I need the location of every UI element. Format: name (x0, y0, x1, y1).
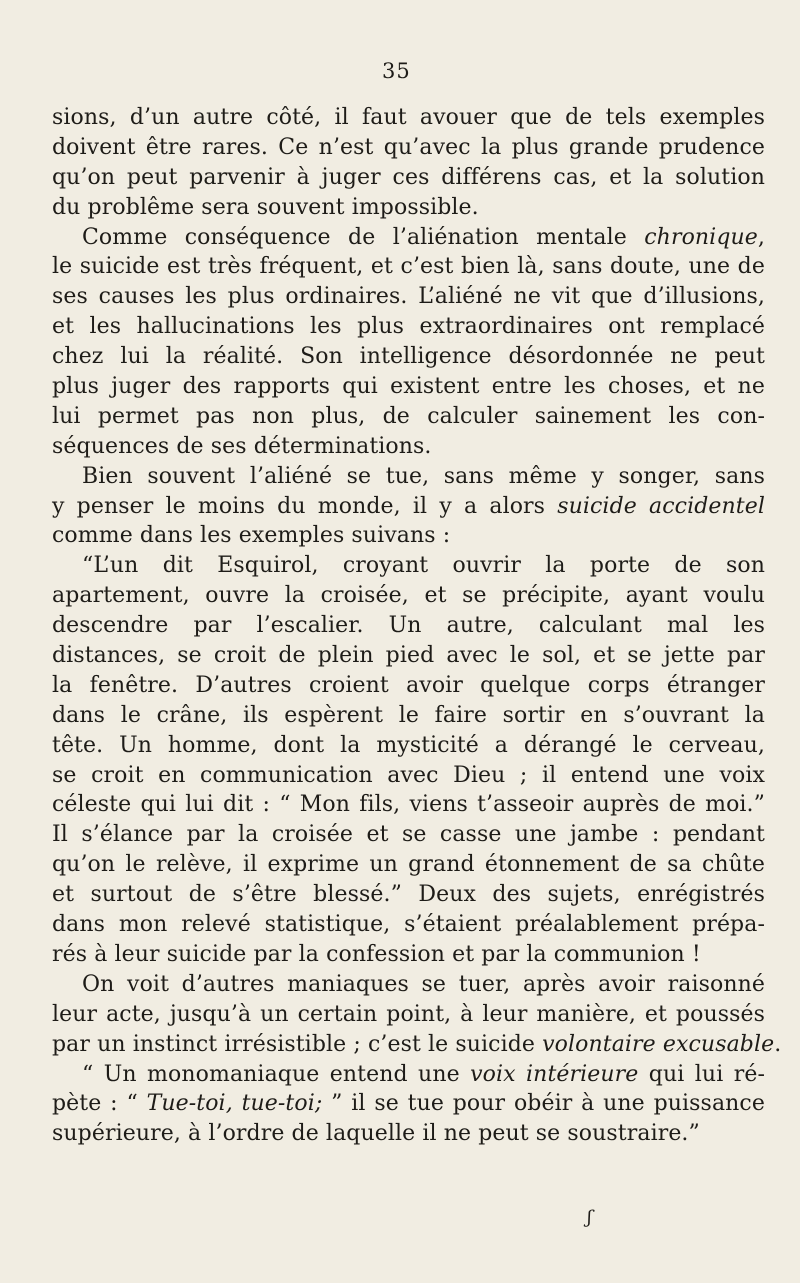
text-line: chez lui la réalité. Son intelligence désordonnée ne peut (52, 344, 765, 370)
paragraph (52, 970, 782, 1060)
text-line: rés à leur suicide par la confession et par la communion ! (52, 941, 701, 967)
text-line (52, 1030, 782, 1060)
text-line: descendre par l’escalier. Un autre, calculant mal les (52, 613, 765, 639)
text-line: le suicide est très fréquent, et c’est bien là, sans doute, une de (52, 254, 765, 280)
text-segment: y penser le moins du monde, il y a alors (52, 493, 558, 519)
text-segment: qui lui ré- (638, 1061, 765, 1087)
text-segment: Comme conséquence de l’aliénation mentale (82, 224, 645, 250)
text-line: ses causes les plus ordinaires. L’aliéné ne vit que d’illusions, (52, 284, 765, 310)
text-segment: par un instinct irrésistible ; c’est le suicide (52, 1031, 543, 1057)
text-line: qu’on peut parvenir à juger ces différens cas, et la solution (52, 164, 765, 190)
text-segment: pète : “ (52, 1091, 147, 1117)
text-line: doivent être rares. Ce n’est qu’avec la plus grande prudence (52, 134, 765, 160)
italic-term: Tue-toi, tue-toi; (146, 1091, 323, 1117)
text-line: tête. Un homme, dont la mysticité a dérangé le cerveau, (52, 732, 765, 758)
body-text (52, 103, 782, 1149)
text-line: qu’on le relève, il exprime un grand étonnement de sa chûte (52, 852, 765, 878)
text-line: sions, d’un autre côté, il faut avouer que de tels exemples (52, 105, 765, 130)
printer-mark: ʃ (587, 1207, 592, 1228)
text-line: séquences de ses déterminations. (52, 433, 432, 459)
text-line (52, 223, 765, 253)
text-line: dans mon relevé statistique, s’étaient préalablement prépa- (52, 912, 765, 938)
text-line: dans le crâne, ils espèrent le faire sortir en s’ouvrant la (52, 702, 765, 728)
italic-term: voix intérieure (470, 1061, 639, 1087)
text-line: comme dans les exemples suivans : (52, 523, 451, 549)
paragraph (52, 223, 765, 462)
text-line: supérieure, à l’ordre de laquelle il ne peut se soustraire.” (52, 1121, 700, 1147)
italic-term: volontaire excusable (542, 1031, 775, 1057)
paragraph (52, 551, 765, 969)
italic-term: chronique (644, 224, 758, 250)
text-line (52, 1060, 765, 1090)
text-segment: . (774, 1031, 782, 1057)
text-line: plus juger des rapports qui existent entre les choses, et ne (52, 374, 765, 400)
paragraph (52, 103, 765, 223)
text-line: du problême sera souvent impossible. (52, 194, 479, 220)
text-line (52, 1089, 765, 1119)
text-line: céleste qui lui dit : “ Mon fils, viens t’asseoir auprès de moi.” (52, 792, 765, 818)
text-line (52, 492, 765, 522)
text-line: leur acte, jusqu’à un certain point, à leur manière, et poussés (52, 1001, 765, 1027)
text-line: apartement, ouvre la croisée, et se précipite, ayant voulu (52, 583, 765, 609)
paragraph (52, 1060, 765, 1150)
text-line: “L’un dit Esquirol, croyant ouvrir la porte de son (82, 553, 765, 579)
text-line: Il s’élance par la croisée et se casse une jambe : pendant (52, 822, 765, 848)
text-line: On voit d’autres maniaques se tuer, après avoir raisonné (82, 971, 765, 997)
text-line: Bien souvent l’aliéné se tue, sans même y songer, sans (82, 463, 765, 489)
text-line: distances, se croit de plein pied avec le sol, et se jette par (52, 643, 765, 669)
page-number: 35 (382, 59, 411, 83)
text-segment: , (757, 224, 765, 250)
text-segment: ” il se tue pour obéir à une puissance (322, 1091, 765, 1117)
text-line: la fenêtre. D’autres croient avoir quelque corps étranger (52, 672, 765, 698)
text-line: et surtout de s’être blessé.” Deux des sujets, enrégistrés (52, 882, 765, 908)
paragraph (52, 462, 765, 552)
text-line: se croit en communication avec Dieu ; il entend une voix (52, 762, 765, 788)
text-line: lui permet pas non plus, de calculer sainement les con- (52, 403, 765, 429)
italic-term: suicide accidentel (557, 493, 765, 519)
text-segment: “ Un monomaniaque entend une (82, 1061, 471, 1087)
text-line: et les hallucinations les plus extraordinaires ont remplacé (52, 314, 765, 340)
